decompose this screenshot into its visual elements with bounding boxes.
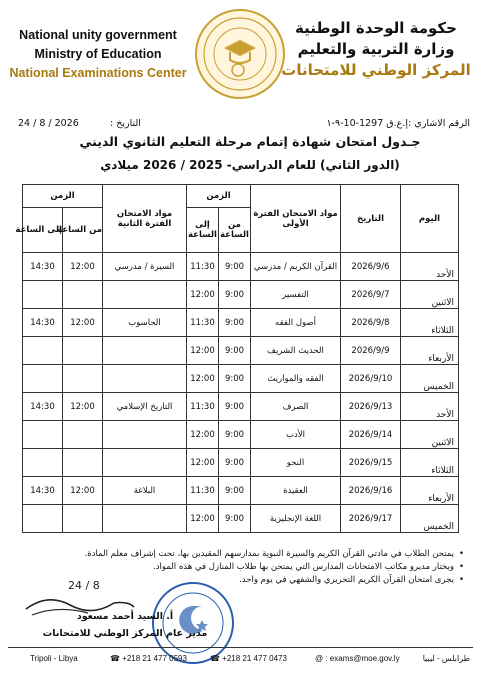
cell-to2: 14:30 [23,477,63,505]
footer [30,654,470,668]
cell-subject2: التاريخ الإسلامي [103,393,187,421]
cell-day: الاثنين [401,281,459,309]
cell-to1: 12:00 [187,421,219,449]
phone-icon: ☎ [110,654,123,663]
cell-from1: 9:00 [219,365,251,393]
cell-subject1: التفسير [251,281,341,309]
cell-from2 [63,337,103,365]
header-time1: الزمن [187,185,251,208]
cell-subject2: الحاسوب [103,309,187,337]
note-item: • يجرى امتحان القرآن الكريم التحريري والشفهي في يوم واحد. [24,574,464,587]
header-from1: من الساعة [219,208,251,253]
reference-number: إ.ع.ق 1297-10-٩-١ [326,118,408,129]
cell-subject1: أصول الفقه [251,309,341,337]
cell-subject2: السيرة / مدرسي [103,253,187,281]
footer-city-ar: طرابلس - ليبيا [422,654,470,663]
table-row [23,421,459,449]
cell-to2: 14:30 [23,253,63,281]
cell-to2 [23,449,63,477]
cell-from1: 9:00 [219,477,251,505]
cell-to2 [23,337,63,365]
cell-from1: 9:00 [219,449,251,477]
header-day: اليوم [401,185,459,253]
table-row [23,393,459,421]
cell-subject1: العقيدة [251,477,341,505]
date-value: 2026 / 8 / 24 [18,118,79,129]
cell-subject2: البلاغة [103,477,187,505]
email-icon: @ : [315,654,330,663]
cell-from1: 9:00 [219,337,251,365]
table-row [23,337,459,365]
header-period2: مواد الامتحان الفترة الثانية [103,185,187,253]
cell-to2 [23,505,63,533]
cell-to1: 11:30 [187,393,219,421]
table-row [23,365,459,393]
cell-day: الأربعاء [401,477,459,505]
cell-day: الأحد [401,393,459,421]
cell-to1: 11:30 [187,477,219,505]
footer-divider [8,647,473,648]
cell-from2: 12:00 [63,253,103,281]
footer-phone1: ☎ +218 21 477 0593 [110,654,187,663]
note-item: • ويختار مديرو مكاتب الامتحانات المدارس التي يمتحن بها طلاب المنازل في هذه المواد. [24,561,464,574]
cell-from2: 12:00 [63,393,103,421]
schedule-body [23,253,459,533]
cell-to1: 11:30 [187,253,219,281]
cell-to2 [23,421,63,449]
cell-to2: 14:30 [23,309,63,337]
cell-day: الاثنين [401,421,459,449]
cell-subject2 [103,337,187,365]
cell-day: الثلاثاء [401,449,459,477]
table-row [23,477,459,505]
cell-date: 2026/9/17 [341,505,401,533]
cell-subject1: الفقه والمواريث [251,365,341,393]
cell-from1: 9:00 [219,421,251,449]
cell-to1: 11:30 [187,309,219,337]
document-title: جـدول امتحان شهادة إتمام مرحلة التعليم الثانوي الديني [79,134,421,149]
table-row [23,253,459,281]
cell-date: 2026/9/8 [341,309,401,337]
table-row [23,281,459,309]
cell-from2 [63,421,103,449]
date-label: التاريخ : [110,118,141,129]
cell-subject2 [103,281,187,309]
cell-to1: 12:00 [187,449,219,477]
header-english [8,26,188,83]
cell-from2: 12:00 [63,309,103,337]
cell-subject1: القرآن الكريم / مدرسي [251,253,341,281]
cell-to1: 12:00 [187,281,219,309]
cell-to1: 12:00 [187,505,219,533]
cell-from1: 9:00 [219,309,251,337]
cell-date: 2026/9/14 [341,421,401,449]
handwritten-date: 24 / 8 [68,579,100,592]
note-item: • يمتحن الطلاب في مادتي القرآن الكريم والسيرة النبوية بمدارسهم المقيدين بها، تحت إشراف معلم المادة. [24,548,464,561]
footer-city-en: Tripoli - Libya [30,654,78,663]
cell-day: الخميس [401,505,459,533]
header-to1: إلى الساعة [187,208,219,253]
cell-to2 [23,365,63,393]
header-to2: إلى الساعة [23,208,63,253]
document-subtitle: (الدور الثاني) للعام الدراسي- 2025 / 2026 ميلادي [100,158,400,172]
footer-phone2: ☎ +218 21 477 0473 [210,654,287,663]
ministry-name-en: Ministry of Education [34,47,162,61]
table-row [23,449,459,477]
cell-subject1: الحديث الشريف [251,337,341,365]
cell-subject1: الأدب [251,421,341,449]
cell-from1: 9:00 [219,505,251,533]
government-name-en: National unity government [19,28,177,42]
table-row [23,505,459,533]
cell-subject1: اللغة الإنجليزية [251,505,341,533]
cell-to1: 12:00 [187,365,219,393]
cell-date: 2026/9/13 [341,393,401,421]
cell-subject2 [103,365,187,393]
footer-email: @ : exams@moe.gov.ly [315,654,400,663]
table-row [23,309,459,337]
header-period1: مواد الامتحان الفترة الأولى [251,185,341,253]
cell-from2 [63,365,103,393]
header-time2: الزمن [23,185,103,208]
cell-subject1: الصرف [251,393,341,421]
cell-day: الأحد [401,253,459,281]
cell-day: الخميس [401,365,459,393]
reference-line [18,118,470,134]
signer-title: مدير عام المركز الوطني للامتحانات [42,628,208,639]
exam-schedule-table [15,184,459,533]
cell-date: 2026/9/16 [341,477,401,505]
cell-to2: 14:30 [23,393,63,421]
cell-from2 [63,281,103,309]
cell-from2 [63,505,103,533]
cell-date: 2026/9/9 [341,337,401,365]
signer-block [40,608,210,642]
cell-day: الأربعاء [401,337,459,365]
cell-from1: 9:00 [219,393,251,421]
center-name-ar: المركز الوطني للامتحانات [281,61,471,79]
header-from2: من الساعة [63,208,103,253]
cell-date: 2026/9/15 [341,449,401,477]
header-date: التاريخ [341,185,401,253]
ministry-seal-logo [194,8,286,100]
cell-date: 2026/9/7 [341,281,401,309]
cell-day: الثلاثاء [401,309,459,337]
center-name-en: National Examinations Center [9,66,187,80]
ministry-name-ar: وزارة التربية والتعليم [297,40,455,58]
header-arabic [281,18,471,81]
cell-subject2 [103,421,187,449]
cell-from1: 9:00 [219,253,251,281]
fax-icon: ☎ [210,654,223,663]
cell-subject1: النحو [251,449,341,477]
government-name-ar: حكومة الوحدة الوطنية [295,19,457,37]
cell-date: 2026/9/6 [341,253,401,281]
cell-subject2 [103,449,187,477]
cell-to2 [23,281,63,309]
cell-to1: 12:00 [187,337,219,365]
cell-from2 [63,449,103,477]
cell-subject2 [103,505,187,533]
cell-from2: 12:00 [63,477,103,505]
reference-label: الرقم الاشاري : [408,118,470,129]
cell-date: 2026/9/10 [341,365,401,393]
cell-from1: 9:00 [219,281,251,309]
signer-name: أ. السيد أحمد مسعود [76,611,174,622]
